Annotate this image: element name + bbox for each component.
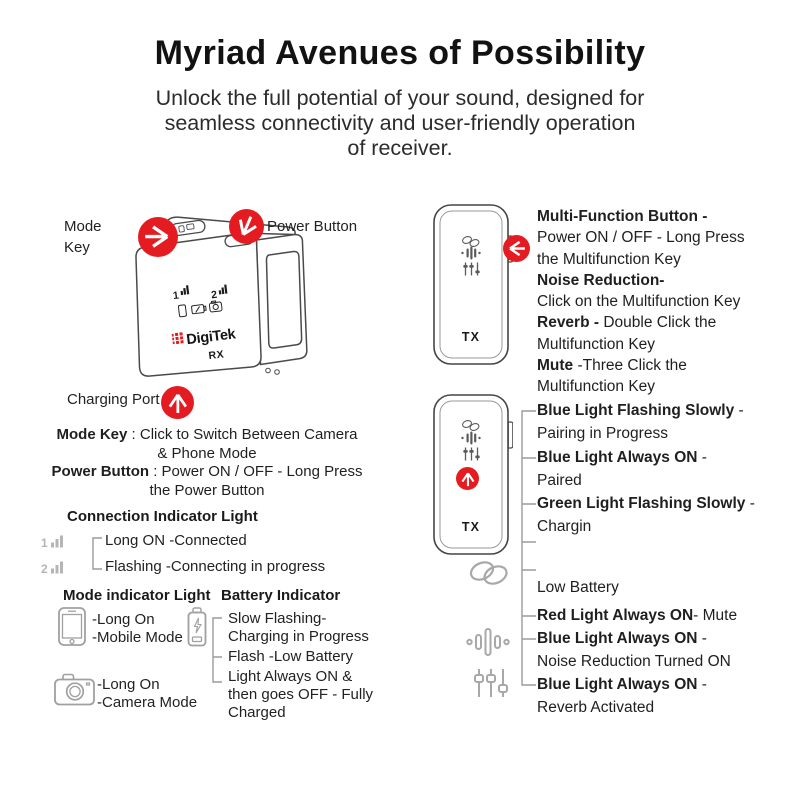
charging-port-marker bbox=[161, 386, 194, 419]
tx-reverb-icon bbox=[463, 263, 479, 276]
battery-line: Light Always ON & bbox=[228, 668, 353, 685]
status-bracket bbox=[516, 402, 538, 694]
note-line: Power Button : Power ON / OFF - Long Press bbox=[51, 463, 363, 480]
mode-row-text: -Long On bbox=[92, 611, 155, 628]
arrow-right-icon bbox=[142, 221, 173, 252]
mf-line: Mute -Three Click the bbox=[537, 357, 687, 375]
battery-line: Flash -Low Battery bbox=[228, 648, 354, 665]
status-line: Blue Light Always ON - bbox=[537, 449, 707, 466]
mode-key-marker bbox=[138, 217, 178, 257]
power-button-marker bbox=[229, 209, 264, 244]
page-title: Myriad Avenues of Possibility bbox=[154, 34, 646, 72]
status-line: Blue Light Always ON - bbox=[537, 676, 707, 693]
tx-label: TX bbox=[461, 520, 481, 534]
connection-row-text: Flashing -Connecting in progress bbox=[105, 558, 326, 575]
link-pairing-icon bbox=[468, 557, 510, 589]
rx-model-label: RX bbox=[207, 348, 225, 363]
arrow-up-icon bbox=[165, 390, 191, 416]
svg-text:2: 2 bbox=[41, 562, 48, 576]
noise-reduction-icon bbox=[465, 626, 511, 658]
camera-icon bbox=[53, 670, 96, 708]
connection-bracket bbox=[89, 536, 105, 572]
status-line: Noise Reduction Turned ON bbox=[537, 653, 731, 670]
tx-label: TX bbox=[461, 330, 481, 344]
status-line: Paired bbox=[537, 472, 582, 489]
mf-line: Click on the Multifunction Key bbox=[537, 293, 741, 311]
mf-line: Reverb - Double Click the bbox=[537, 314, 717, 332]
mode-row-text: -Mobile Mode bbox=[92, 629, 183, 646]
note-line: & Phone Mode bbox=[157, 444, 257, 462]
svg-text:1: 1 bbox=[41, 536, 48, 550]
arrow-left-icon bbox=[506, 238, 527, 259]
mf-line: Multifunction Key bbox=[537, 378, 656, 396]
note-line: Mode Key : Click to Switch Between Camera bbox=[56, 426, 358, 443]
status-line: Blue Light Flashing Slowly - bbox=[537, 402, 744, 419]
status-line: Chargin bbox=[537, 518, 592, 535]
signal-1-icon bbox=[40, 532, 68, 550]
battery-line: Charging in Progress bbox=[228, 628, 369, 645]
battery-charging-icon bbox=[185, 606, 209, 649]
multifunction-button-marker bbox=[503, 235, 530, 262]
mf-line: the Multifunction Key bbox=[537, 250, 681, 268]
status-line: Low Battery bbox=[537, 579, 619, 596]
multifunction-notes bbox=[537, 206, 799, 398]
subtitle-line: seamless connectivity and user-friendly operation bbox=[164, 111, 636, 135]
phone-icon bbox=[57, 606, 88, 648]
page-subtitle bbox=[80, 86, 720, 161]
status-line: Pairing in Progress bbox=[537, 425, 668, 442]
subtitle-line: Unlock the full potential of your sound, designed for bbox=[155, 86, 645, 110]
rx-notes bbox=[41, 426, 373, 500]
battery-line: then goes OFF - Fully bbox=[228, 686, 374, 703]
mf-line: Power ON / OFF - Long Press bbox=[537, 229, 745, 247]
reverb-faders-icon bbox=[473, 667, 509, 700]
battery-line: Charged bbox=[228, 704, 286, 721]
arrow-down-icon bbox=[233, 213, 260, 240]
svg-text:1: 1 bbox=[172, 289, 180, 303]
signal-2-icon bbox=[40, 558, 68, 576]
note-line: the Power Button bbox=[149, 481, 265, 499]
mode-row-text: -Long On bbox=[97, 676, 160, 693]
battery-bracket bbox=[209, 610, 225, 692]
status-line: Reverb Activated bbox=[537, 699, 655, 716]
subtitle-line: of receiver. bbox=[347, 136, 453, 160]
mf-line: Multifunction Key bbox=[537, 335, 656, 353]
callout-charging-port: Charging Port bbox=[67, 391, 160, 408]
svg-text:DigiTek: DigiTek bbox=[185, 326, 237, 349]
arrow-up-icon bbox=[459, 470, 477, 488]
connection-row-text: Long ON -Connected bbox=[105, 532, 247, 549]
tx-reverb-icon bbox=[463, 448, 479, 461]
tx-device-illustration-1 bbox=[431, 202, 513, 368]
mf-line: Multi-Function Button - bbox=[537, 208, 708, 225]
status-line: Blue Light Always ON - bbox=[537, 630, 707, 647]
svg-text:2: 2 bbox=[210, 288, 218, 302]
callout-power-button: Power Button bbox=[267, 218, 358, 235]
mode-row-text: -Camera Mode bbox=[97, 694, 198, 711]
callout-mode-key: Mode Key bbox=[64, 218, 102, 256]
status-line: Red Light Always ON- Mute bbox=[537, 607, 738, 624]
status-line: Green Light Flashing Slowly - bbox=[537, 495, 755, 512]
battery-line: Slow Flashing- bbox=[228, 610, 327, 627]
tx-indicator-light-marker bbox=[456, 467, 479, 490]
connection-indicator-title: Connection Indicator Light bbox=[67, 508, 258, 525]
mf-line: Noise Reduction- bbox=[537, 271, 665, 289]
battery-indicator-title: Battery Indicator bbox=[221, 587, 341, 604]
mode-indicator-title: Mode indicator Light bbox=[63, 587, 211, 604]
